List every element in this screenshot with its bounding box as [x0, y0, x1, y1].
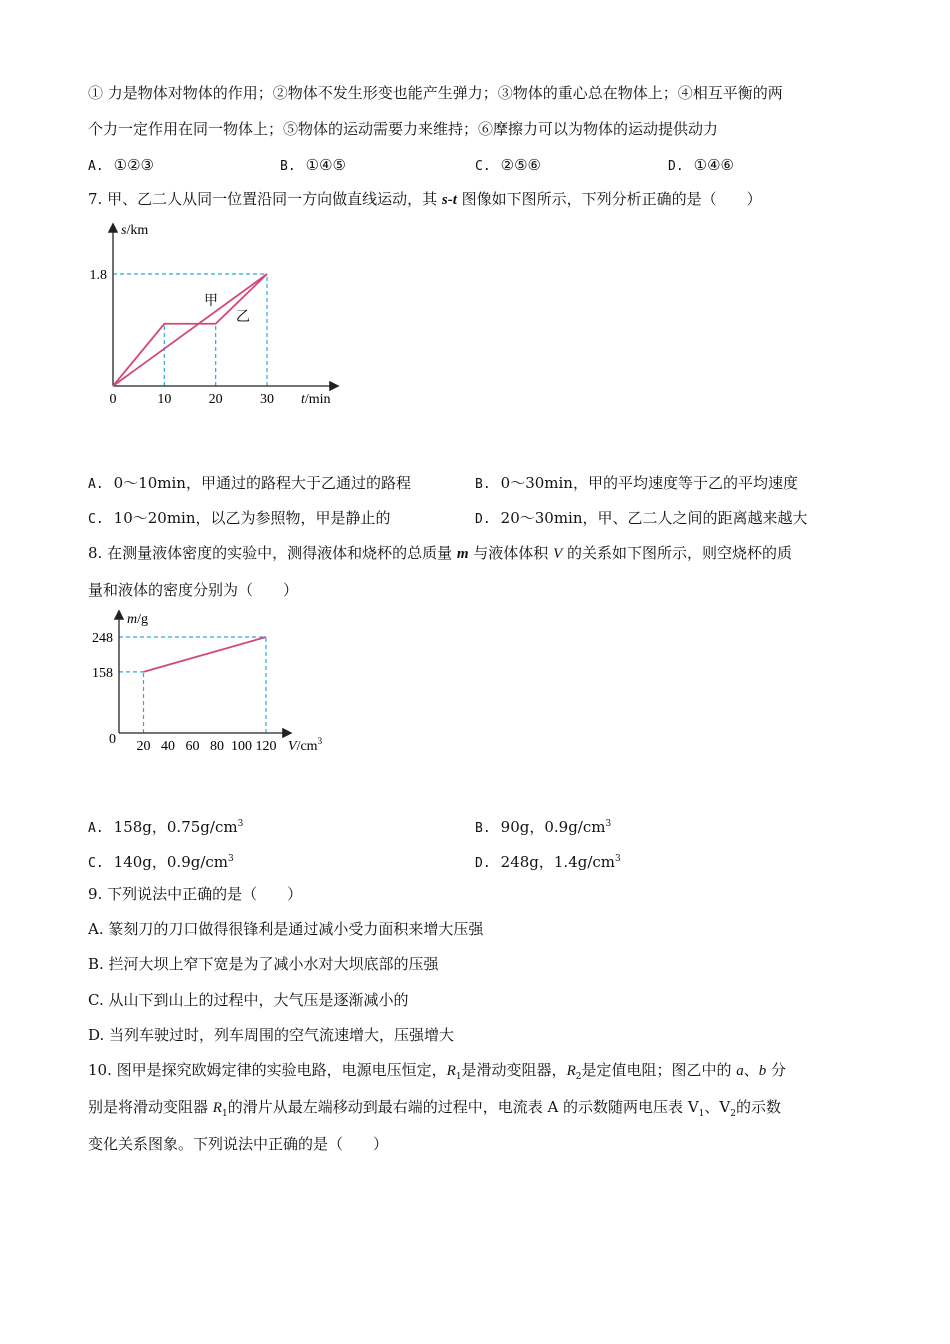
q10-sub: 2 — [730, 1109, 736, 1119]
q7-option-b[interactable] — [475, 473, 798, 495]
q6-option-b[interactable] — [280, 155, 346, 177]
q10-text: 是滑动变阻器， — [461, 1061, 567, 1079]
q8-stem-line1 — [88, 543, 792, 564]
option-text: 10～20min，以乙为参照物，甲是静止的 — [113, 509, 391, 527]
x-tick-label: 120 — [255, 739, 277, 754]
q10-text: 的示数 — [735, 1098, 781, 1116]
option-label: C. — [88, 856, 104, 871]
q9-option-b[interactable]: B. 拦河大坝上窄下宽是为了减小水对大坝底部的压强 — [88, 955, 439, 973]
st-graph — [85, 215, 355, 415]
option-text: 248g，1.4g/cm — [500, 853, 616, 871]
q9-option-c[interactable]: C. 从山下到山上的过程中，大气压是逐渐减小的 — [88, 991, 409, 1009]
q10-text: 是定值电阻；图乙中的 — [581, 1061, 737, 1079]
option-label: C. — [475, 159, 491, 174]
q10-var-r: R — [446, 1063, 456, 1079]
q7-option-a[interactable] — [88, 473, 411, 495]
x-tick-label: 100 — [231, 739, 252, 754]
option-label: D. — [475, 512, 491, 527]
q8-var-m: m — [456, 546, 469, 562]
q8-option-d[interactable] — [475, 849, 621, 874]
q10-text: 别是将滑动变阻器 — [88, 1098, 213, 1116]
q9-stem: 9. 下列说法中正确的是（ ） — [88, 885, 303, 903]
q8-option-c[interactable] — [88, 849, 234, 874]
q7-stem — [88, 189, 762, 210]
x-tick-label: 40 — [161, 739, 175, 754]
option-label: A. — [88, 159, 104, 174]
x-tick-label: 10 — [157, 392, 172, 407]
q10-var-a: a — [736, 1063, 744, 1079]
option-sup: 3 — [228, 854, 234, 864]
q10-text: 分 — [766, 1061, 787, 1079]
q8-var-v: V — [553, 546, 563, 562]
q10-text: 的滑片从最左端移动到最右端的过程中，电流表 A 的示数随两电压表 V — [227, 1098, 699, 1116]
q8-stem-part: 与液体体积 — [468, 544, 554, 562]
q6-option-c[interactable] — [475, 155, 541, 177]
q7-stem-prefix: 7. 甲、乙二人从同一位置沿同一方向做直线运动，其 — [88, 190, 442, 208]
q10-var-b: b — [758, 1063, 767, 1079]
q10-sub: 1 — [698, 1109, 705, 1119]
q10-text: 、 — [743, 1061, 759, 1079]
x-axis-label: t/min — [301, 392, 331, 407]
q10-text: 、V — [704, 1098, 731, 1116]
q10-sub: 2 — [575, 1072, 582, 1082]
q9-option-d[interactable]: D. 当列车驶过时，列车周围的空气流速增大，压强增大 — [88, 1026, 455, 1044]
q6-statement-line1: ① 力是物体对物体的作用；②物体不发生形变也能产生弹力；③物体的重心总在物体上；④相互平衡的两 — [88, 84, 783, 102]
q8-option-a[interactable] — [88, 814, 243, 839]
option-label: B. — [475, 477, 491, 492]
option-text: ①②③ — [113, 156, 154, 174]
option-text: ②⑤⑥ — [500, 156, 541, 174]
x-tick-label: 0 — [109, 392, 117, 407]
m-v-graph — [85, 608, 345, 758]
y-tick-label: 248 — [92, 631, 113, 646]
q10-line3: 变化关系图象。下列说法中正确的是（ ） — [88, 1135, 389, 1153]
x-tick-label: 20 — [208, 392, 223, 407]
q10-line2 — [88, 1097, 781, 1124]
q10-sub: 1 — [455, 1072, 462, 1082]
x-tick-label: 30 — [260, 392, 274, 407]
option-label: D. — [668, 159, 684, 174]
series-line — [144, 637, 267, 672]
series-line-jia — [113, 274, 267, 386]
q6-option-d[interactable] — [668, 155, 734, 177]
q7-stem-variable: s-t — [441, 192, 457, 208]
series-label-yi: 乙 — [236, 310, 250, 325]
q10-sub: 1 — [221, 1109, 228, 1119]
option-sup: 3 — [615, 854, 621, 864]
q6-statement-line2: 个力一定作用在同一物体上；⑤物体的运动需要力来维持；⑥摩擦力可以为物体的运动提供动力 — [88, 120, 719, 138]
option-label: A. — [88, 477, 104, 492]
y-tick-label: 158 — [92, 665, 113, 681]
option-text: 0～10min，甲通过的路程大于乙通过的路程 — [113, 474, 411, 492]
q10-text: 10. 图甲是探究欧姆定律的实验电路，电源电压恒定， — [88, 1061, 447, 1079]
option-label: D. — [475, 856, 491, 871]
q10-var-r: R — [212, 1100, 222, 1116]
q10-line1 — [88, 1060, 786, 1087]
q8-option-b[interactable] — [475, 814, 611, 839]
y-axis-label: m/g — [127, 612, 149, 627]
option-sup: 3 — [237, 819, 244, 829]
option-text: ①④⑥ — [693, 156, 734, 174]
option-text: 90g，0.9g/cm — [500, 818, 606, 836]
x-tick-label: 80 — [210, 739, 224, 754]
q10-var-r: R — [566, 1063, 576, 1079]
x-tick-label: 60 — [185, 739, 200, 754]
option-sup: 3 — [605, 819, 612, 829]
option-label: B. — [475, 821, 491, 836]
q8-stem-part: 8. 在测量液体密度的实验中，测得液体和烧杯的总质量 — [88, 544, 457, 562]
x-axis-label: $V/cm^3$ — [288, 736, 323, 754]
q8-stem-line2: 量和液体的密度分别为（ ） — [88, 581, 299, 599]
option-text: 20～30min，甲、乙二人之间的距离越来越大 — [500, 509, 808, 527]
q7-option-c[interactable] — [88, 508, 391, 530]
option-label: C. — [88, 512, 104, 527]
option-label: A. — [88, 821, 104, 836]
option-label: B. — [280, 159, 296, 174]
option-text: 0～30min，甲的平均速度等于乙的平均速度 — [500, 474, 798, 492]
option-text: 140g，0.9g/cm — [113, 853, 229, 871]
q7-stem-suffix: 图像如下图所示，下列分析正确的是（ ） — [456, 190, 762, 208]
y-tick-label: 0 — [109, 732, 116, 747]
series-label-jia: 甲 — [204, 294, 218, 309]
q9-option-a[interactable]: A. 篆刻刀的刀口做得很锋利是通过减小受力面积来增大压强 — [88, 920, 484, 938]
q6-option-a[interactable] — [88, 155, 154, 177]
y-axis-label: s/km — [121, 223, 149, 238]
q7-option-d[interactable] — [475, 508, 808, 530]
option-text: ①④⑤ — [305, 156, 346, 174]
q8-stem-part: 的关系如下图所示，则空烧杯的质 — [562, 544, 793, 562]
y-tick-label: 1.8 — [89, 268, 107, 283]
x-tick-label: 20 — [136, 739, 151, 754]
option-text: 158g，0.75g/cm — [113, 818, 238, 836]
